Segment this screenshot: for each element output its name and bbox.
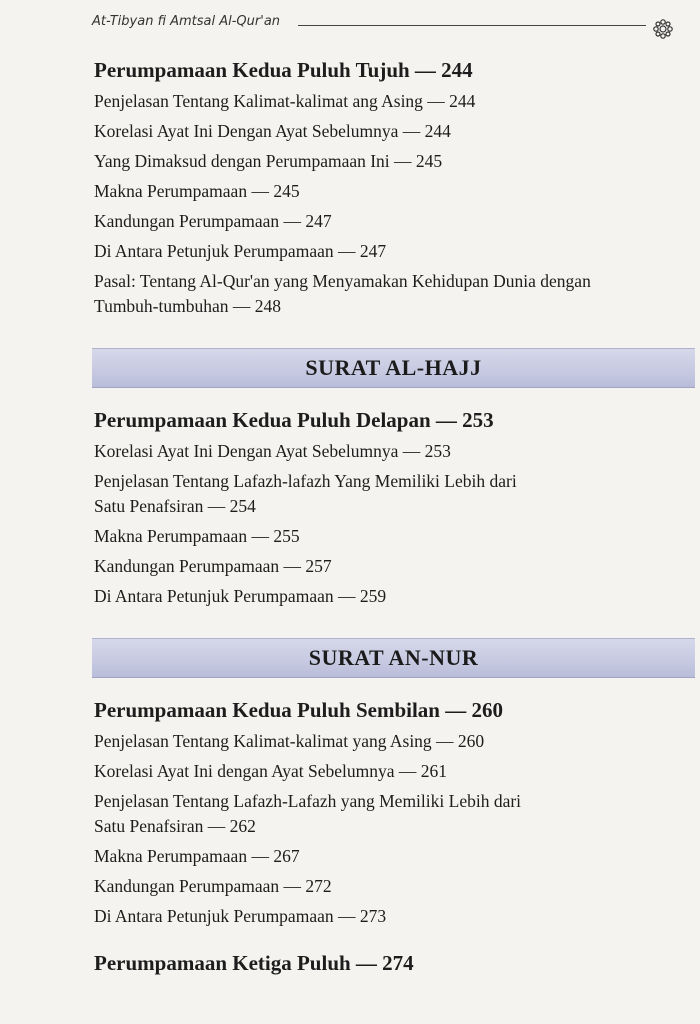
- toc-entry[interactable]: Penjelasan Tentang Lafazh-Lafazh yang Memiliki Lebih dari Satu Penafsiran — 262: [94, 791, 522, 836]
- spacer: [94, 611, 684, 638]
- section-heading[interactable]: Perumpamaan Ketiga Puluh — 274: [94, 951, 414, 975]
- section-heading[interactable]: Perumpamaan Kedua Puluh Sembilan — 260: [94, 698, 503, 722]
- section-heading[interactable]: Perumpamaan Kedua Puluh Tujuh — 244: [94, 58, 473, 82]
- surah-banner: [92, 348, 695, 388]
- surah-banner-title: SURAT AL-HAJJ: [305, 355, 482, 380]
- section-heading[interactable]: Perumpamaan Kedua Puluh Delapan — 253: [94, 408, 494, 432]
- flower-ornament-icon: [652, 18, 674, 40]
- spacer: [94, 678, 684, 696]
- table-of-contents: [94, 56, 684, 979]
- toc-entry[interactable]: Di Antara Petunjuk Perumpamaan — 259: [94, 586, 387, 606]
- spacer: [94, 388, 684, 406]
- toc-entry[interactable]: Penjelasan Tentang Kalimat-kalimat ang Asing — 244: [94, 91, 476, 111]
- toc-entry[interactable]: Korelasi Ayat Ini dengan Ayat Sebelumnya — 261: [94, 761, 448, 781]
- book-title: At-Tibyan fi Amtsal Al-Qur'an: [92, 14, 281, 29]
- toc-entry[interactable]: Pasal: Tentang Al-Qur'an yang Menyamakan Kehidupan Dunia dengan Tumbuh-tumbuhan — 248: [94, 271, 591, 316]
- toc-entry[interactable]: Di Antara Petunjuk Perumpamaan — 273: [94, 906, 387, 926]
- toc-entry[interactable]: Penjelasan Tentang Lafazh-lafazh Yang Memiliki Lebih dari Satu Penafsiran — 254: [94, 471, 517, 516]
- toc-entry[interactable]: Makna Perumpamaan — 267: [94, 846, 300, 866]
- toc-entry[interactable]: Makna Perumpamaan — 255: [94, 526, 300, 546]
- toc-entry[interactable]: Korelasi Ayat Ini Dengan Ayat Sebelumnya — 253: [94, 441, 451, 461]
- toc-entry[interactable]: Makna Perumpamaan — 245: [94, 181, 300, 201]
- spacer: [94, 321, 684, 348]
- header-rule: [298, 25, 646, 26]
- surah-banner-title: SURAT AN-NUR: [308, 645, 479, 670]
- toc-entry[interactable]: Korelasi Ayat Ini Dengan Ayat Sebelumnya — 244: [94, 121, 451, 141]
- toc-entry[interactable]: Kandungan Perumpamaan — 247: [94, 211, 332, 231]
- toc-entry[interactable]: Kandungan Perumpamaan — 257: [94, 556, 332, 576]
- toc-entry[interactable]: Penjelasan Tentang Kalimat-kalimat yang Asing — 260: [94, 731, 485, 751]
- running-head: [92, 14, 682, 44]
- surah-banner: [92, 638, 695, 678]
- spacer: [94, 931, 684, 949]
- toc-entry[interactable]: Kandungan Perumpamaan — 272: [94, 876, 332, 896]
- toc-entry[interactable]: Di Antara Petunjuk Perumpamaan — 247: [94, 241, 387, 261]
- toc-entry[interactable]: Yang Dimaksud dengan Perumpamaan Ini — 245: [94, 151, 443, 171]
